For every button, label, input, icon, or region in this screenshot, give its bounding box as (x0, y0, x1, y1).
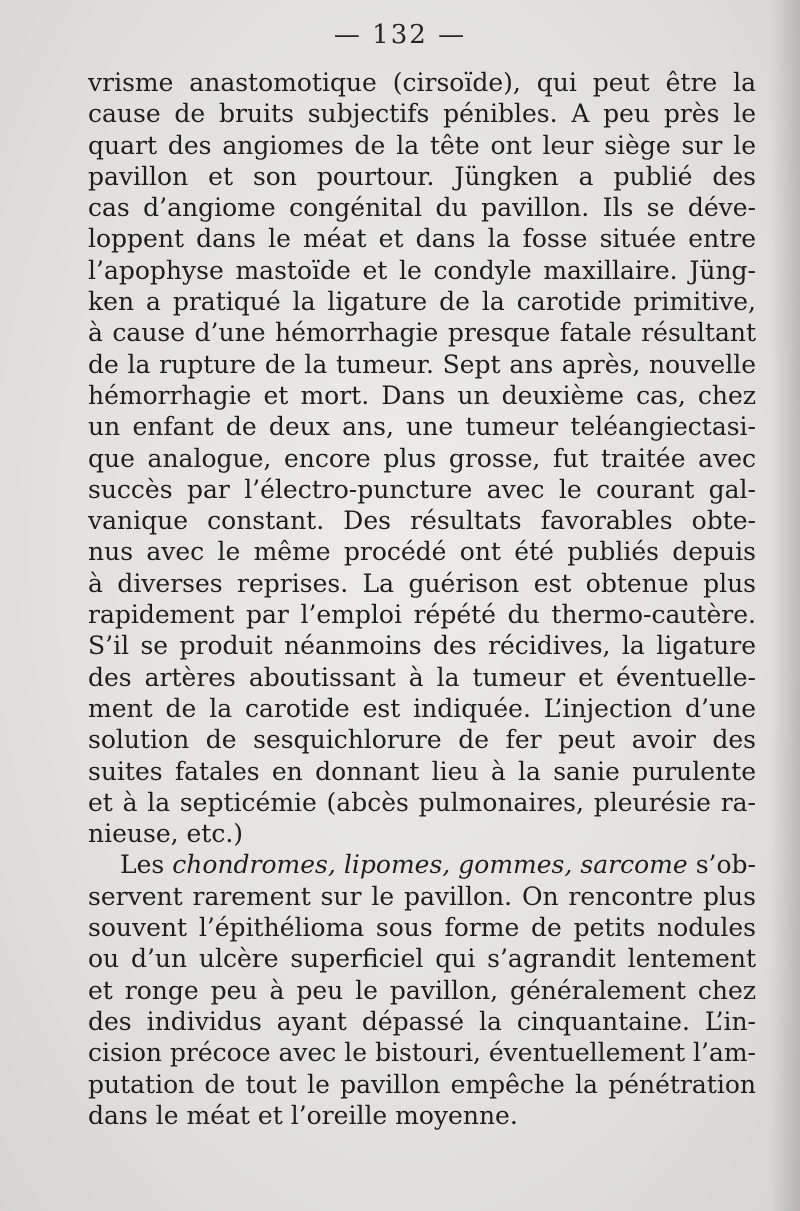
text-line: nieuse, etc.) (88, 819, 244, 849)
text-line-first (88, 849, 756, 880)
text-line: hémorrhagie et mort. Dans un deuxième cas, chez (88, 380, 756, 410)
text-line: de la rupture de la tumeur. Sept ans après, nouvelle (88, 349, 756, 379)
text-line: ou d’un ulcère superficiel qui s’agrandit lentement (88, 944, 756, 974)
text-line: solution de sesquichlorure de fer peut avoir des (88, 725, 756, 755)
text-line: et à la septicémie (abcès pulmonaires, pleurésie ra- (88, 787, 756, 817)
text-line: putation de tout le pavillon empêche la pénétration (88, 1069, 756, 1099)
text-line: l’apophyse mastoïde et le condyle maxillaire. Jüng- (88, 255, 756, 285)
paragraph-tumors (88, 849, 756, 1131)
text-line: des individus ayant dépassé la cinquantaine. L’in- (88, 1006, 756, 1036)
text-line: dans le méat et l’oreille moyenne. (88, 1100, 518, 1130)
text-line: rapidement par l’emploi répété du thermo-cautère. (88, 600, 756, 630)
text-line: loppent dans le méat et dans la fosse située entre (88, 224, 756, 254)
text-line: cause de bruits subjectifs pénibles. A peu près le (88, 99, 756, 129)
text-line: vrisme anastomotique (cirsoïde), qui peut être la (88, 68, 756, 97)
text-line: un enfant de deux ans, une tumeur teléangiectasi- (88, 412, 756, 442)
text-line: vanique constant. Des résultats favorables obte- (88, 506, 756, 536)
text-line: pavillon et son pourtour. Jüngken a publié des (88, 161, 756, 191)
text-line: des artères aboutissant à la tumeur et éventuelle- (88, 662, 756, 692)
text-line: et ronge peu à peu le pavillon, généralement chez (88, 975, 756, 1005)
text-line: quart des angiomes de la tête ont leur siège sur le (88, 130, 756, 160)
italic-tumor-names: chondromes, lipomes, gommes, sarcome (172, 850, 688, 880)
text-lead: Les (120, 850, 173, 880)
text-line: que analogue, encore plus grosse, fut traitée avec (88, 443, 756, 473)
text-line: suites fatales en donnant lieu à la sanie purulente (88, 756, 756, 786)
paragraph-angioma (88, 67, 756, 849)
text-line: servent rarement sur le pavillon. On rencontre plus (88, 881, 756, 911)
text-line: succès par l’électro-puncture avec le courant gal- (88, 474, 756, 504)
text-line: ken a pratiqué la ligature de la carotide primitive, (88, 287, 756, 317)
text-line: souvent l’épithélioma sous forme de petits nodules (88, 913, 756, 943)
text-line: nus avec le même procédé ont été publiés depuis (88, 537, 756, 567)
page-body-text (88, 67, 756, 1131)
text-line: cision précoce avec le bistouri, éventuellement l’am- (88, 1038, 756, 1068)
text-line: S’il se produit néanmoins des récidives, la ligature (88, 631, 756, 661)
text-line: ment de la carotide est indiquée. L’injection d’une (88, 693, 756, 723)
text-line: à cause d’une hémorrhagie presque fatale résultant (88, 318, 756, 348)
text-line: cas d’angiome congénital du pavillon. Ils se déve- (88, 193, 756, 223)
text-line: à diverses reprises. La guérison est obtenue plus (88, 568, 756, 598)
text-tail: s’ob- (687, 850, 756, 880)
page-number-header: — 132 — (333, 20, 467, 50)
